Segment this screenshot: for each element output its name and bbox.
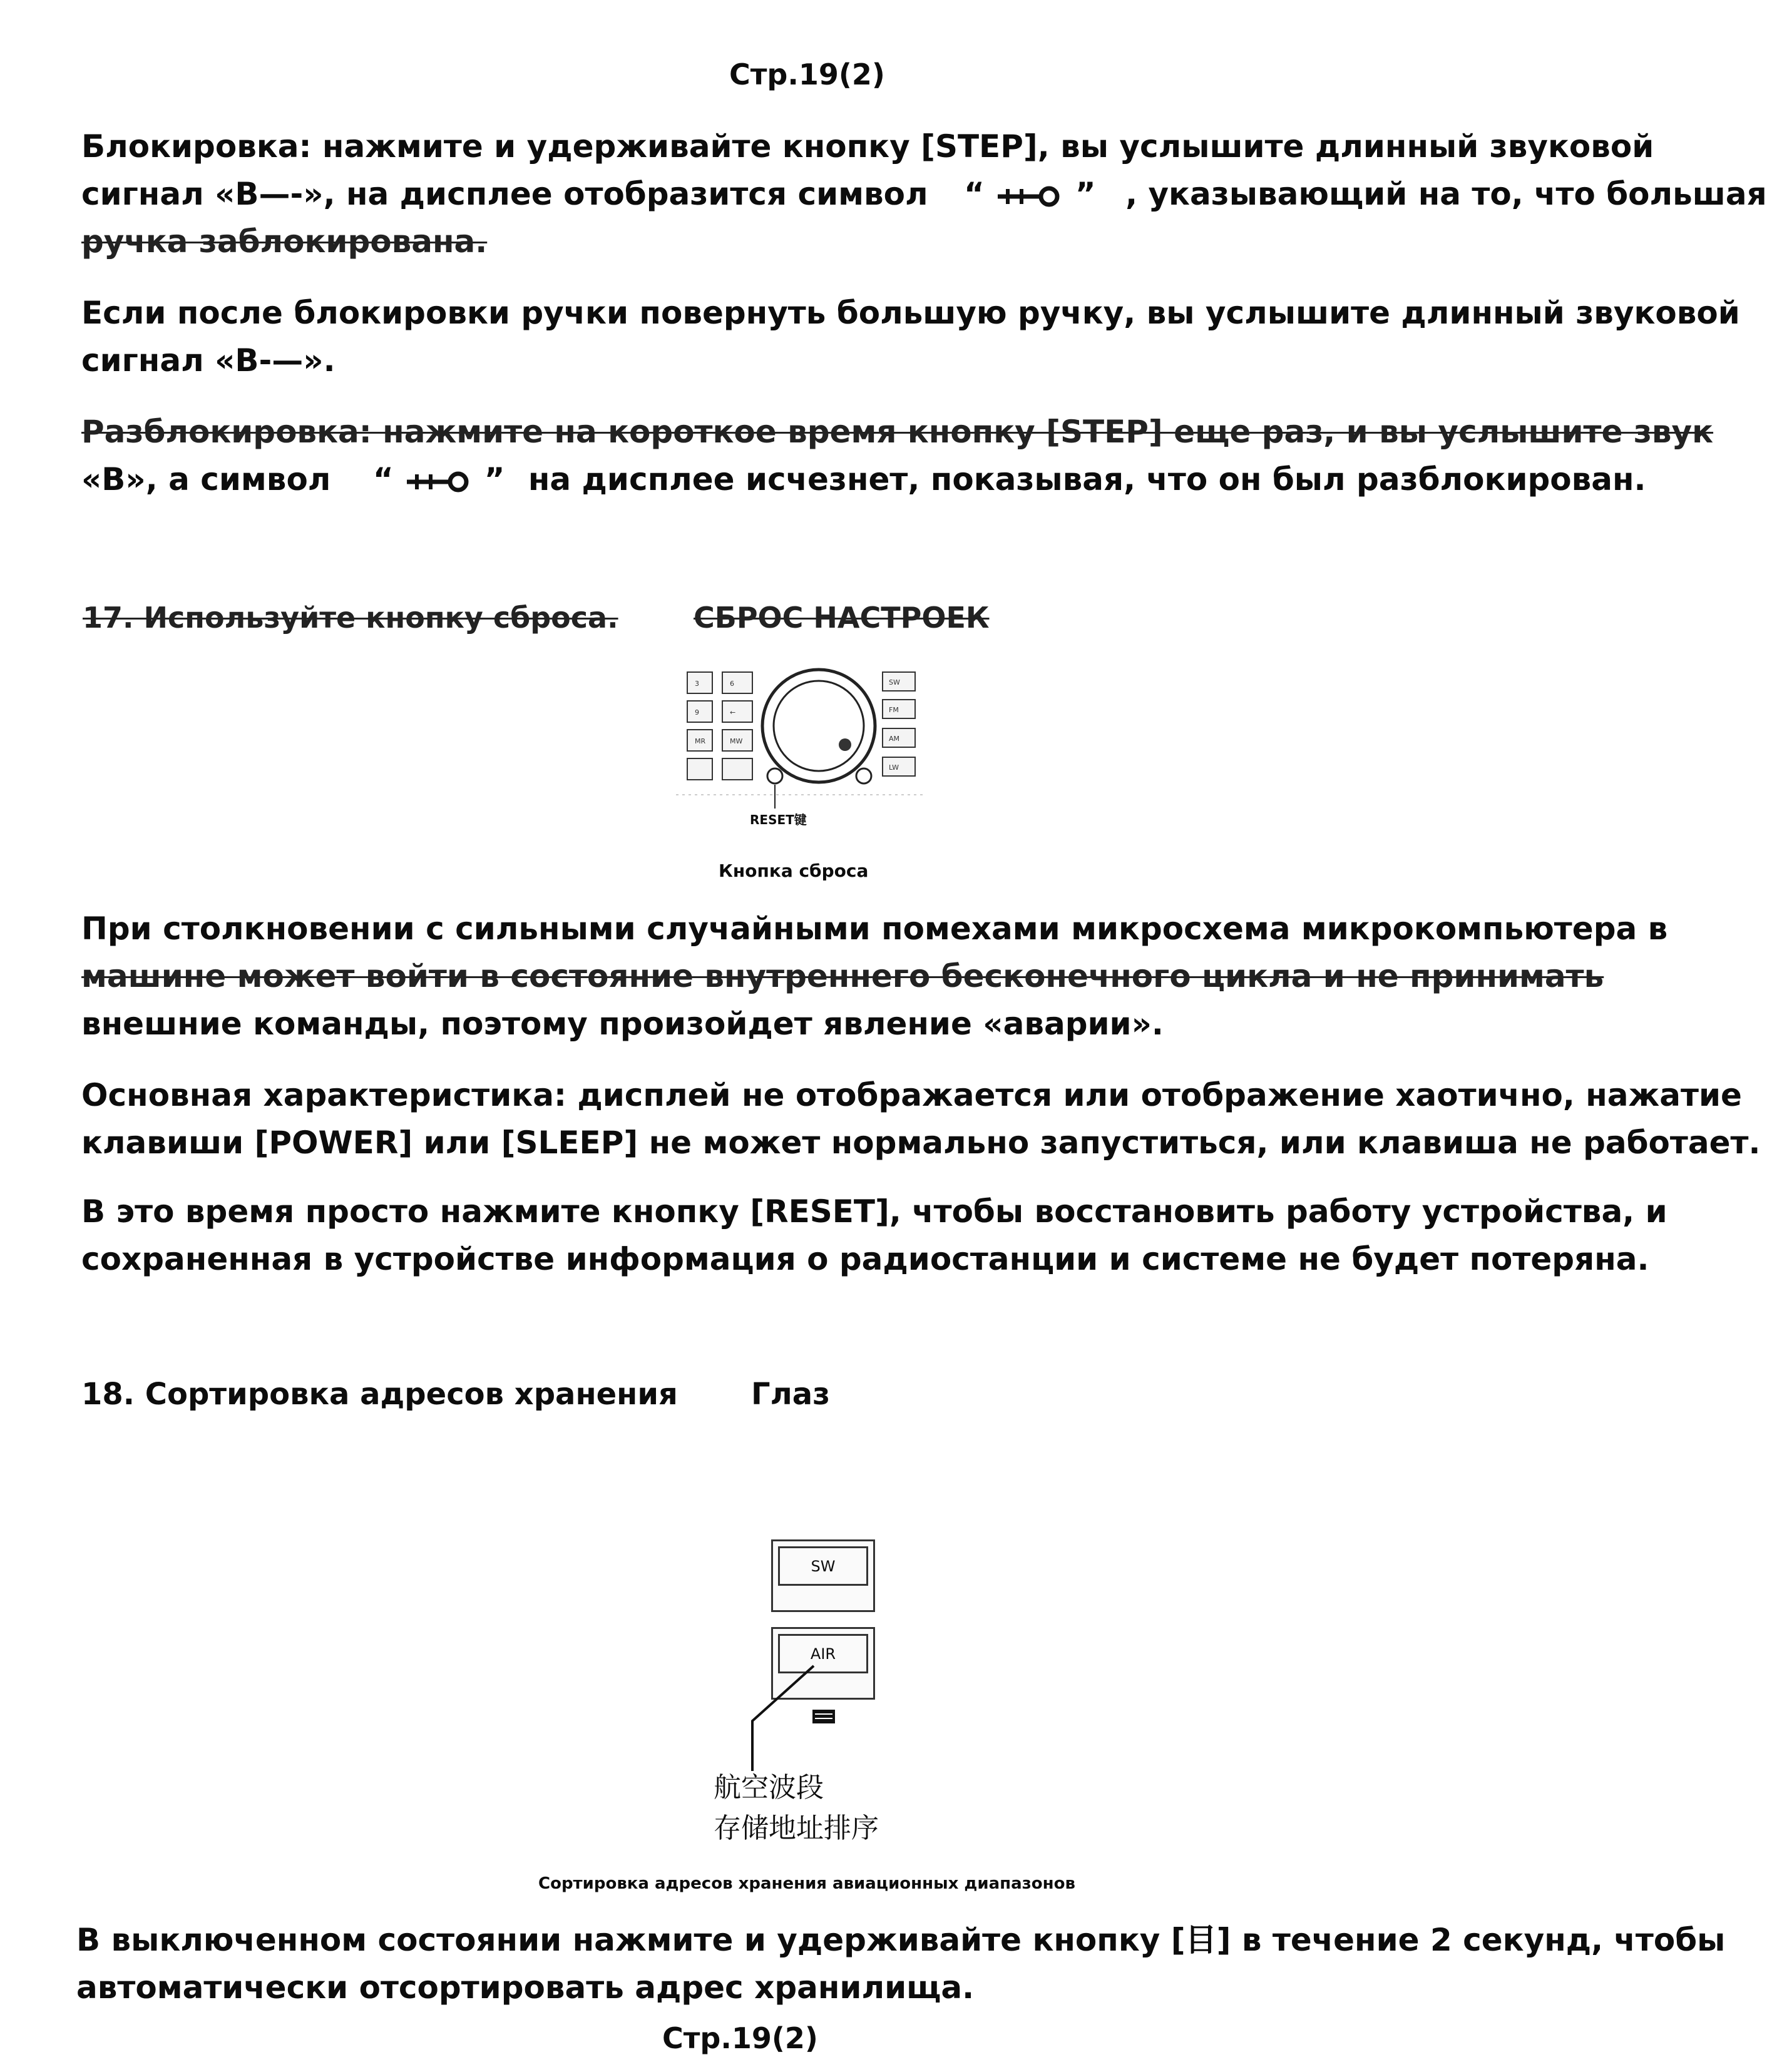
s17-p1-l2: машине может войти в состояние внутреннего бесконечного цикла и не принимать [81,958,1604,994]
keypad-label: 6 [730,680,734,688]
s17-p2-l2: клавиши [POWER] или [SLEEP] не может нормально запуститься, или клавиша не работает. [81,1125,1761,1161]
keypad-label: LW [889,763,899,772]
lock-line-2a: сигнал «В—-», на дисплее отобразится символ [81,176,928,212]
key-icon [404,469,473,494]
air-cn-line-2: 存储地址排序 [714,1812,879,1844]
air-pointer-drawing [739,1652,889,1777]
unlock-line-2 [81,456,1646,503]
key-symbol-2 [373,456,505,503]
section-18-caption: Сортировка адресов хранения авиационных диапазонов [538,1874,1075,1893]
quote-open: “ [372,461,394,498]
sw-button-face [778,1546,868,1586]
air-label: AIR [810,1645,836,1663]
reset-panel-figure [676,663,926,826]
reset-caption: Кнопка сброса [719,860,869,881]
unlock-line-2b: на дисплее исчезнет, показывая, что он был разблокирован. [528,461,1646,498]
s17-p1-l3: внешние команды, поэтому произойдет явление «аварии». [81,1006,1164,1042]
lock-line-2b: , указывающий на то, что большая [1125,176,1767,212]
keypad-label: SW [889,678,900,686]
after-lock-line-1: Если после блокировки ручки повернуть большую ручку, вы услышите длинный звуковой [81,295,1740,331]
section-18-title-2: Глаз [751,1377,831,1412]
keypad-label: ← [730,708,736,717]
s17-p2-l1: Основная характеристика: дисплей не отображается или отображение хаотично, нажатие [81,1077,1742,1113]
s18-p1-l2: автоматически отсортировать адрес хранилища. [76,1969,975,2006]
s17-p1-l1: При столкновении с сильными случайными помехами микросхема микрокомпьютера в [81,911,1668,947]
s17-p3-l2: сохраненная в устройстве информация о радиостанции и системе не будет потеряна. [81,1241,1649,1277]
sw-button-figure [771,1539,875,1612]
keypad-label: MR [695,737,706,745]
section-18-title: 18. Сортировка адресов хранения [81,1377,678,1412]
keypad-label: MW [730,737,743,745]
keypad-label: FM [889,706,899,714]
quote-open: “ [964,176,985,212]
lock-line-2 [81,170,1767,218]
after-lock-line-2: сигнал «В-—». [81,342,335,379]
key-icon [995,184,1064,209]
key-symbol-1 [964,170,1096,218]
s18-p1-l1: В выключенном состоянии нажмите и удерживайте кнопку [目] в течение 2 секунд, чтобы [76,1922,1726,1958]
reset-key-label: RESET键 [750,812,807,827]
unlock-line-1: Разблокировка: нажмите на короткое время кнопку [STEP] еще раз, и вы услышите звук [81,414,1714,450]
section-17-title-2: СБРОС НАСТРОЕК [694,601,990,635]
sw-label: SW [811,1557,836,1575]
s17-p3-l1: В это время просто нажмите кнопку [RESET], чтобы восстановить работу устройства, и [81,1193,1667,1230]
air-cn-line-1: 航空波段 [714,1772,824,1804]
keypad-label: AM [889,735,900,743]
lock-line-3: ручка заблокирована. [81,223,488,260]
reset-panel-drawing [676,663,926,826]
page-number-bottom: Стр.19(2) [662,2021,818,2055]
section-17-title: 17. Используйте кнопку сброса. [83,601,618,635]
keypad-label: 3 [695,680,699,688]
lock-line-1: Блокировка: нажмите и удерживайте кнопку [STEP], вы услышите длинный звуковой [81,128,1654,165]
quote-close: ” [1075,176,1096,212]
quote-close: ” [484,461,505,498]
keypad-label: 9 [695,708,699,717]
page-number-top: Стр.19(2) [729,58,885,91]
unlock-line-2a: «В», а символ [81,461,331,498]
